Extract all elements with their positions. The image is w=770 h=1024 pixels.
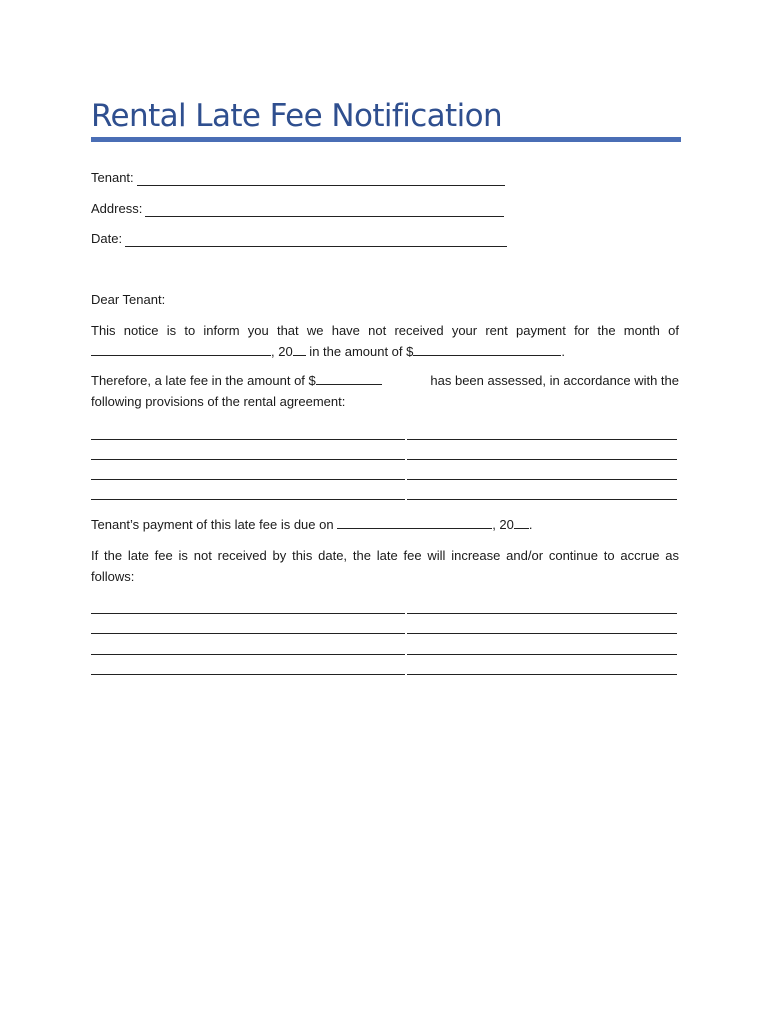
year-prefix: , 20 bbox=[271, 344, 293, 359]
provision-line[interactable] bbox=[91, 459, 677, 460]
accrual-line[interactable] bbox=[91, 613, 677, 614]
notice-end: . bbox=[561, 344, 565, 359]
tenant-field bbox=[91, 170, 505, 186]
late-fee-line-1-left bbox=[91, 370, 382, 391]
accrual-line[interactable] bbox=[91, 674, 677, 675]
accrual-line-2: follows: bbox=[91, 569, 135, 584]
due-date-text: Tenant’s payment of this late fee is due on bbox=[91, 517, 338, 532]
address-field bbox=[91, 201, 504, 217]
notice-paragraph bbox=[91, 320, 679, 362]
due-date-end: . bbox=[528, 517, 533, 532]
amount-text: in the amount of $ bbox=[305, 344, 414, 359]
late-fee-text-1: Therefore, a late fee in the amount of $ bbox=[91, 373, 316, 388]
date-blank-line[interactable] bbox=[125, 234, 507, 247]
late-fee-paragraph bbox=[91, 370, 679, 412]
due-date-paragraph bbox=[91, 514, 679, 535]
late-fee-amount-blank-line[interactable] bbox=[316, 372, 382, 385]
date-field bbox=[91, 231, 507, 247]
date-label: Date: bbox=[91, 231, 123, 246]
late-fee-line-2: following provisions of the rental agreement: bbox=[91, 394, 346, 409]
due-year-blank-line[interactable] bbox=[514, 516, 529, 529]
provision-line[interactable] bbox=[91, 479, 677, 480]
due-year-prefix: , 20 bbox=[492, 517, 514, 532]
month-blank-line[interactable] bbox=[91, 343, 271, 356]
notice-line-2 bbox=[91, 341, 679, 362]
tenant-blank-line[interactable] bbox=[137, 173, 505, 186]
accrual-line-1: If the late fee is not received by this date, the late fee will increase and/or continue to accrue as bbox=[91, 548, 679, 563]
address-label: Address: bbox=[91, 201, 143, 216]
late-fee-line-1 bbox=[91, 370, 679, 391]
tenant-label: Tenant: bbox=[91, 170, 134, 185]
due-date-blank-line[interactable] bbox=[337, 516, 492, 529]
rent-amount-blank-line[interactable] bbox=[413, 343, 561, 356]
page-title: Rental Late Fee Notification bbox=[91, 98, 503, 134]
late-fee-text-2: has been assessed, in accordance with the bbox=[430, 373, 679, 388]
provision-line[interactable] bbox=[91, 439, 677, 440]
title-underline-bar bbox=[91, 137, 681, 142]
accrual-line[interactable] bbox=[91, 633, 677, 634]
provision-line[interactable] bbox=[91, 499, 677, 500]
notice-line-1: This notice is to inform you that we have not received your rent payment for the month of bbox=[91, 323, 679, 338]
salutation: Dear Tenant: bbox=[91, 292, 166, 307]
year-blank-line[interactable] bbox=[293, 343, 306, 356]
address-blank-line[interactable] bbox=[145, 204, 504, 217]
accrual-line[interactable] bbox=[91, 654, 677, 655]
accrual-paragraph bbox=[91, 545, 679, 587]
